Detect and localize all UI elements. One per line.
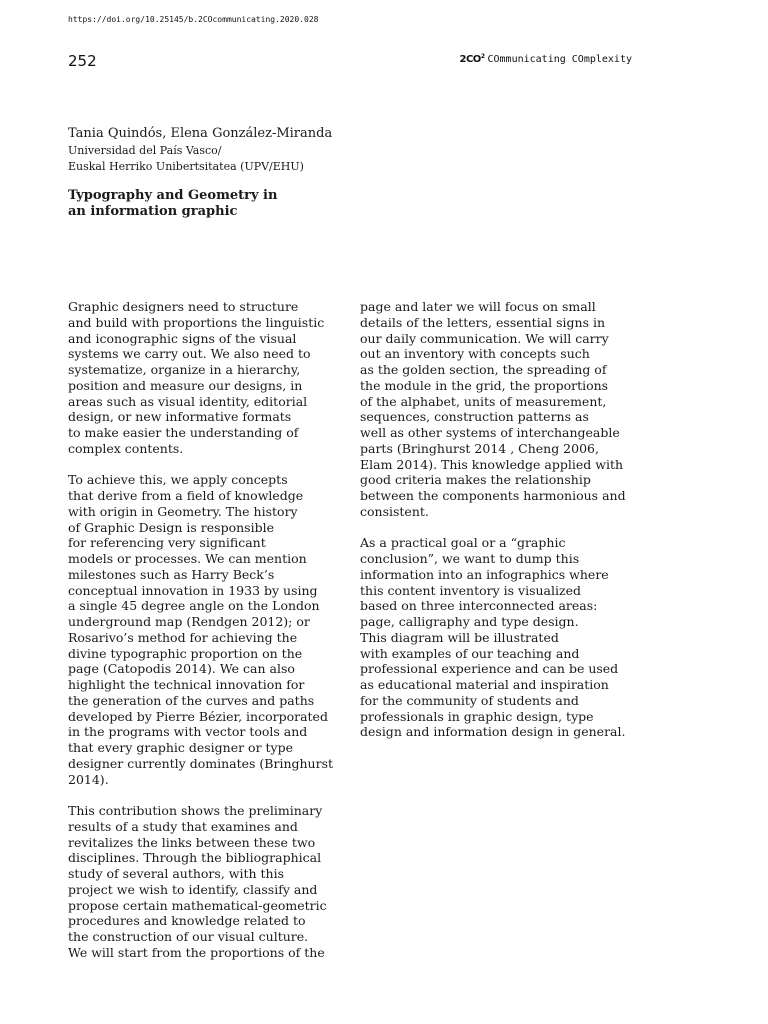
text-line: page, calligraphy and type design. — [360, 614, 579, 629]
paragraph — [68, 803, 353, 961]
text-line: developed by Pierre Bézier, incorporated — [68, 708, 328, 724]
text-line: information into an infographics where — [360, 566, 609, 582]
text-line: propose certain mathematical-geometric — [68, 897, 327, 913]
text-line: project we wish to identify, classify and — [68, 881, 318, 897]
text-line: well as other systems of interchangeable — [360, 425, 620, 440]
text-line: Graphic designers need to structure — [68, 299, 299, 314]
text-line: and iconographic signs of the visual — [68, 330, 297, 346]
text-line: with examples of our teaching and — [360, 645, 580, 661]
text-line: a single 45 degree angle on the London — [68, 598, 320, 614]
text-line: revitalizes the links between these two — [68, 834, 316, 850]
text-line: Rosarivo’s method for achieving the — [68, 629, 298, 645]
text-line: sequences, construction patterns as — [360, 409, 589, 425]
text-line: 2014). — [68, 771, 109, 787]
text-line: procedures and knowledge related to — [68, 913, 306, 929]
text-line: disciplines. Through the bibliographical — [68, 850, 322, 866]
text-line: the construction of our visual culture. — [68, 929, 309, 944]
text-line: complex contents. — [68, 440, 184, 456]
text-line: professionals in graphic design, type — [360, 708, 594, 724]
running-header — [460, 53, 633, 65]
text-line: for referencing very significant — [68, 535, 266, 551]
text-line: the generation of the curves and paths — [68, 692, 315, 708]
text-line: and build with proportions the linguistic — [68, 314, 325, 330]
doi-link[interactable]: https://doi.org/10.25145/b.2COcommunicating.2020.028 — [68, 15, 319, 24]
paragraph — [360, 535, 645, 740]
text-line: design, or new informative formats — [68, 409, 292, 425]
conference-logo: $2CO^2$ — [459, 53, 485, 65]
text-line: page (Catopodis 2014). We can also — [68, 661, 295, 677]
text-line: study of several authors, with this — [68, 866, 284, 881]
text-line: designer currently dominates (Bringhurst — [68, 755, 334, 771]
paragraph — [360, 299, 645, 520]
text-line: this content inventory is visualized — [360, 582, 581, 598]
text-line: To achieve this, we apply concepts — [68, 472, 288, 488]
text-line: As a practical goal or a “graphic — [360, 535, 566, 551]
text-line: of Graphic Design is responsible — [68, 519, 274, 535]
text-line: our daily communication. We will carry — [360, 330, 609, 346]
title-line: Typography and Geometry in — [68, 188, 278, 203]
paragraph — [68, 472, 353, 787]
text-line: We will start from the proportions of the — [68, 944, 325, 960]
affiliation — [68, 143, 304, 175]
text-line: underground map (Rendgen 2012); or — [68, 614, 310, 629]
text-line: that every graphic designer or type — [68, 740, 294, 755]
text-line: of the alphabet, units of measurement, — [360, 393, 607, 409]
text-line: the module in the grid, the proportions — [360, 377, 609, 393]
text-line: consistent. — [360, 503, 429, 519]
text-line: highlight the technical innovation for — [68, 677, 305, 692]
text-line: in the programs with vector tools and — [68, 724, 308, 740]
text-line: Elam 2014). This knowledge applied with — [360, 456, 624, 472]
text-line: systematize, organize in a hierarchy, — [68, 362, 301, 377]
affiliation-line: Euskal Herriko Unibertsitatea (UPV/EHU) — [68, 160, 304, 173]
text-line: for the community of students and — [360, 692, 579, 708]
running-title: COmmunicating COmplexity — [487, 53, 632, 65]
text-line: divine typographic proportion on the — [68, 645, 303, 661]
text-line: with origin in Geometry. The history — [68, 503, 298, 519]
text-line: between the components harmonious and — [360, 488, 626, 503]
left-column — [68, 299, 353, 976]
text-line: results of a study that examines and — [68, 818, 298, 834]
text-line: models or processes. We can mention — [68, 551, 307, 566]
title-line: an information graphic — [68, 204, 238, 219]
text-line: professional experience and can be used — [360, 661, 619, 677]
text-line: areas such as visual identity, editorial — [68, 393, 308, 409]
article-title — [68, 188, 277, 220]
text-line: parts (Bringhurst 2014 , Cheng 2006, — [360, 440, 599, 456]
text-line: as educational material and inspiration — [360, 677, 609, 692]
text-line: design and information design in general. — [360, 724, 626, 740]
text-line: to make easier the understanding of — [68, 425, 299, 440]
text-line: details of the letters, essential signs in — [360, 314, 606, 330]
text-line: conclusion”, we want to dump this — [360, 551, 580, 566]
text-line: systems we carry out. We also need to — [68, 346, 311, 362]
paragraph — [68, 299, 353, 457]
text-line: This diagram will be illustrated — [360, 629, 559, 645]
affiliation-line: Universidad del País Vasco/ — [68, 144, 222, 157]
text-line: good criteria makes the relationship — [360, 472, 591, 488]
page-number: 252 — [68, 52, 97, 70]
text-line: position and measure our designs, in — [68, 377, 303, 393]
text-line: conceptual innovation in 1933 by using — [68, 582, 318, 598]
text-line: This contribution shows the preliminary — [68, 803, 323, 818]
text-line: as the golden section, the spreading of — [360, 362, 607, 377]
text-line: based on three interconnected areas: — [360, 598, 598, 614]
right-column — [360, 299, 645, 756]
text-line: out an inventory with concepts such — [360, 346, 590, 362]
text-line: page and later we will focus on small — [360, 299, 596, 314]
authors: Tania Quindós, Elena González-Miranda — [68, 126, 333, 141]
text-line: that derive from a field of knowledge — [68, 488, 304, 503]
text-line: milestones such as Harry Beck’s — [68, 566, 275, 582]
